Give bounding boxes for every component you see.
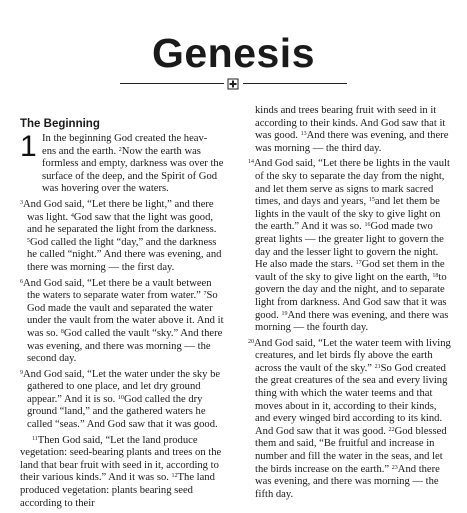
verse-paragraph <box>248 105 453 155</box>
verse-text: And there was evening, and there was morning — the fifth day. <box>255 463 440 500</box>
verse-paragraph <box>248 158 453 334</box>
verse-number: 4 <box>70 212 74 219</box>
verse-number: 14 <box>248 159 254 166</box>
verse-paragraph <box>20 369 225 432</box>
verse-text: Now the earth was formless and empty, darkness was over the surface of the deep, and the Spirit of God was hovering over the waters. <box>42 145 224 195</box>
right-column <box>248 105 453 504</box>
verse-paragraph <box>20 435 225 511</box>
verse-paragraph <box>20 130 225 196</box>
cross-ornament-icon <box>227 78 239 90</box>
verse-text: God saw that the light was good, and he separated the light from the darkness. <box>27 211 217 236</box>
verse-text: And God said, “Let there be light,” and there was light. <box>23 198 214 223</box>
verse-paragraph <box>20 199 225 275</box>
title-divider <box>120 78 347 90</box>
verse-number: 16 <box>364 222 371 229</box>
verse-text: God made two great lights — the greater light to govern the day and the lesser light to govern the night. He also made the stars. <box>255 221 444 271</box>
verse-text: kinds and trees bearing fruit with seed in it according to their kinds. And God saw that it was good. <box>255 105 446 142</box>
verse-paragraph <box>20 278 225 366</box>
left-column <box>20 117 225 513</box>
divider-line-right <box>243 83 347 84</box>
divider-line-left <box>120 83 224 84</box>
verse-text: God set them in the vault of the sky to give light on the earth, <box>255 259 445 283</box>
verse-text: God called the vault “sky.” And there was evening, and there was morning — the second day. <box>27 327 223 365</box>
verse-number: 18 <box>432 272 439 279</box>
verse-text: And God said, “Let there be a vault between the waters to separate water from water.” <box>23 277 212 302</box>
verse-text: God called the light “day,” and the darkness he called “night.” And there was evening, and there was morning — the first day. <box>27 236 222 273</box>
verse-text: So God made the vault and separated the water under the vault from the water above it. And it was so. <box>27 290 224 339</box>
verse-text: Then God said, “Let the land produce vegetation: seed-bearing plants and trees on the land that bear fruit with seed in it, according to their various kinds.” And it was so. <box>20 434 222 484</box>
verse-text: In the beginning God created the heav- <box>42 133 208 144</box>
verse-text: So God created the great creatures of the sea and every living thing with which the water teems and that moves about in it, according to their kinds, and every winged bird according to its kind. And God saw that it was good. <box>255 362 448 437</box>
verse-number: 5 <box>27 237 30 244</box>
verse-number: 3 <box>20 199 23 206</box>
verse-number: 12 <box>171 473 178 480</box>
verse-number: 19 <box>281 310 288 317</box>
verse-number: 21 <box>374 363 381 370</box>
verse-number: 23 <box>391 464 398 471</box>
verse-text: God blessed them and said, “Be fruitful and increase in number and fill the water in the seas, and let the birds increase on the earth.” <box>255 425 447 475</box>
verse-number: 8 <box>60 328 64 335</box>
verse-text: to govern the day and the night, and to separate light from darkness. And God saw that it was good. <box>255 271 447 321</box>
verse-text: And God said, “Let there be lights in the vault of the sky to separate the day from the night, and let them serve as signs to mark sacred times, and days and years, <box>254 158 450 208</box>
verse-text: The land produced vegetation: plants bearing seed according to their <box>20 472 215 509</box>
verse-number: 2 <box>118 146 122 153</box>
verse-number: 10 <box>117 394 124 401</box>
verse-number: 22 <box>388 426 395 433</box>
chapter-opening <box>20 130 225 196</box>
chapter-number: 1 <box>20 130 37 163</box>
verse-number: 9 <box>20 369 23 376</box>
verse-text: God called the dry ground “land,” and the gathered waters he called “seas.” And God saw that it was good. <box>27 393 218 431</box>
verse-text: and let them be lights in the vault of the sky to give light on the earth.” And it was so. <box>255 196 441 233</box>
verse-paragraph <box>248 338 453 502</box>
verse-line <box>42 146 225 196</box>
book-title: Genesis <box>151 30 316 76</box>
verse-text: And God said, “Let the water teem with living creatures, and let birds fly above the earth across the vault of the sky.” <box>254 337 451 374</box>
section-heading: The Beginning <box>20 118 100 130</box>
verse-number: 11 <box>32 435 38 442</box>
verse-number: 13 <box>300 131 307 138</box>
verse-number: 6 <box>20 278 23 285</box>
verse-text: And God said, “Let the water under the sky be gathered to one place, and let dry ground appear.” And it is so. <box>23 368 221 405</box>
verse-number: 15 <box>368 197 375 204</box>
verse-number: 20 <box>248 338 254 345</box>
verse-text: And there was evening, and there was morning — the third day. <box>255 130 449 154</box>
verse-text: And there was evening, and there was morning — the fourth day. <box>255 309 449 334</box>
verse-number: 7 <box>203 291 207 298</box>
verse-number: 17 <box>355 260 362 267</box>
verse-text: ens and the earth. <box>42 145 117 157</box>
